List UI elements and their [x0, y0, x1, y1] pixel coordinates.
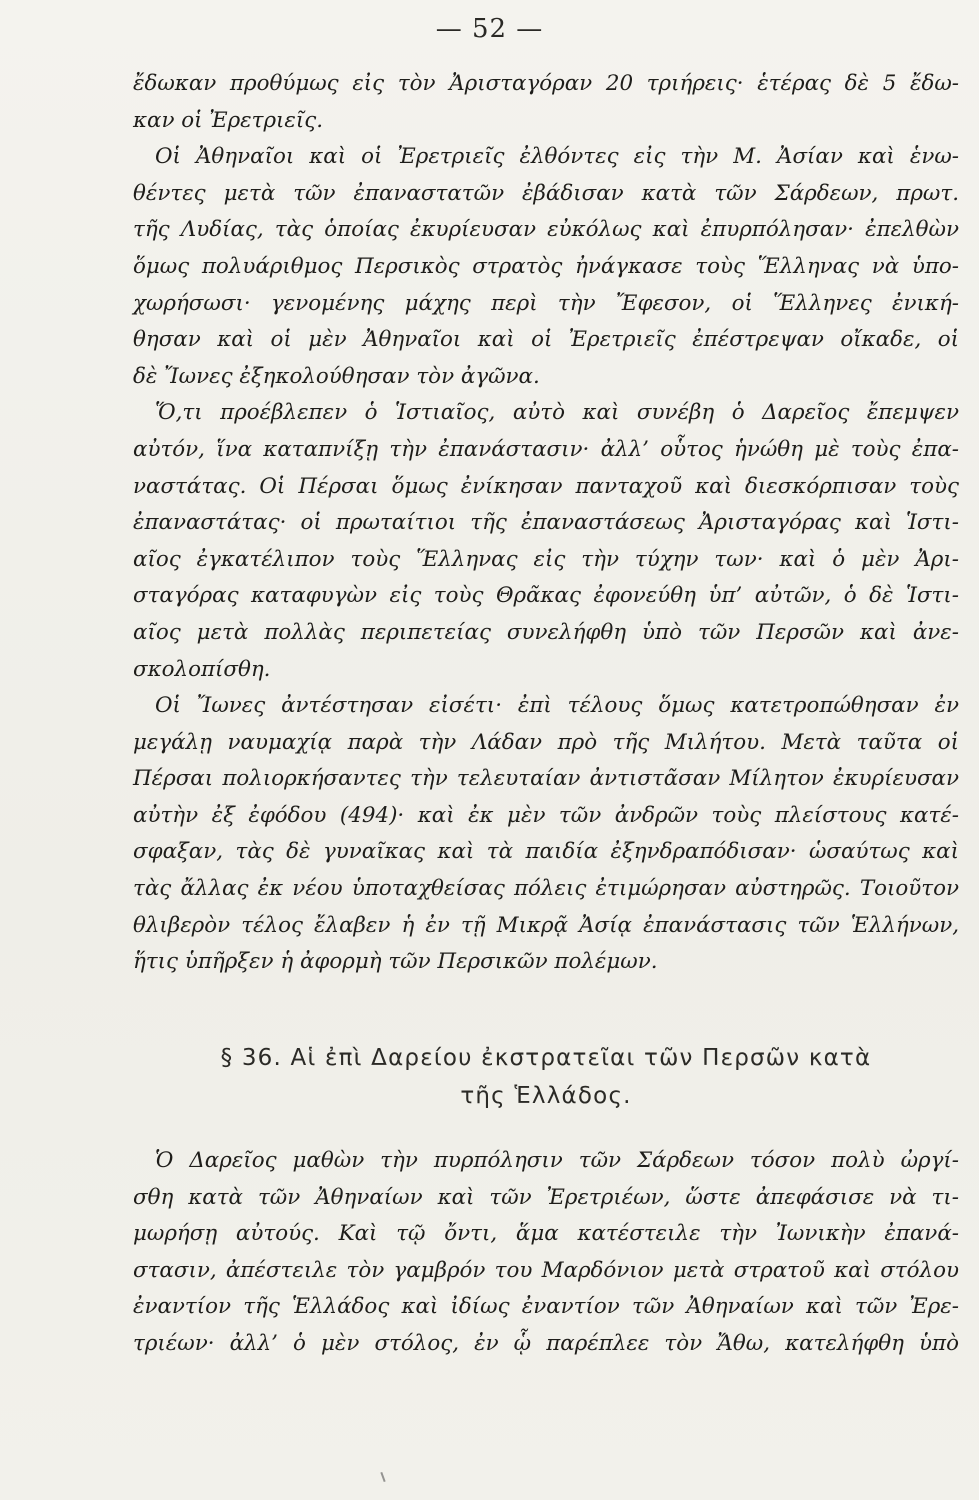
text-line: ἔδωκαν προθύμως εἰς τὸν Ἀρισταγόραν 20 τριήρεις· ἑτέρας δὲ 5 ἔδω-: [133, 71, 959, 96]
text-line: αὐτόν, ἵνα καταπνίξῃ τὴν ἐπανάστασιν· ἀλλ’ οὗτος ἡνώθη μὲ τοὺς ἐπα-: [133, 436, 959, 462]
text-line: δὲ Ἴωνες ἐξηκολούθησαν τὸν ἀγῶνα.: [133, 363, 540, 389]
text-line: ἐναντίον τῆς Ἑλλάδος καὶ ἰδίως ἐναντίον τῶν Ἀθηναίων καὶ τῶν Ἐρε-: [133, 1294, 959, 1320]
text-line: Πέρσαι πολιορκήσαντες τὴν τελευταίαν ἀντιστᾶσαν Μίλητον ἐκυρίευσαν: [133, 766, 959, 792]
page-number: — 52 —: [435, 14, 544, 44]
text-line: ναστάτας. Οἱ Πέρσαι ὅμως ἐνίκησαν πανταχοῦ καὶ διεσκόρπισαν τοὺς: [133, 473, 959, 499]
text-line: καν οἱ Ἐρετριεῖς.: [133, 107, 324, 133]
text-line: σκολοπίσθη.: [133, 656, 271, 682]
text-line: μεγάλῃ ναυμαχίᾳ παρὰ τὴν Λάδαν πρὸ τῆς Μιλήτου. Μετὰ ταῦτα οἱ: [133, 729, 959, 755]
text-line: θέντες μετὰ τῶν ἐπαναστατῶν ἐβάδισαν κατὰ τῶν Σάρδεων, πρωτ.: [133, 180, 959, 206]
text-line: σφαξαν, τὰς δὲ γυναῖκας καὶ τὰ παιδία ἐξηνδραπόδισαν· ὡσαύτως καὶ: [133, 839, 959, 865]
ink-speck: [380, 1472, 385, 1482]
section-heading-line-2: τῆς Ἑλλάδος.: [460, 1083, 632, 1109]
text-line: τριέων· ἀλλ’ ὁ μὲν στόλος, ἐν ᾧ παρέπλεε τὸν Ἄθω, κατελήφθη ὑπὸ: [133, 1330, 959, 1356]
text-line: Ὅ,τι προέβλεπεν ὁ Ἱστιαῖος, αὐτὸ καὶ συνέβη ὁ Δαρεῖος ἔπεμψεν: [155, 400, 959, 426]
text-line: τὰς ἄλλας ἐκ νέου ὑποταχθείσας πόλεις ἐτιμώρησαν αὐστηρῶς. Τοιοῦτον: [133, 876, 959, 902]
body-text-bottom: [133, 1143, 959, 1363]
text-line: Οἱ Ἴωνες ἀντέστησαν εἰσέτι· ἐπὶ τέλους ὅμως κατετροπώθησαν ἐν: [155, 693, 959, 719]
text-line: σταγόρας καταφυγὼν εἰς τοὺς Θρᾶκας ἐφονεύθη ὑπ’ αὐτῶν, ὁ δὲ Ἱστι-: [133, 583, 959, 609]
text-line: Οἱ Ἀθηναῖοι καὶ οἱ Ἐρετριεῖς ἐλθόντες εἰς τὴν Μ. Ἀσίαν καὶ ἑνω-: [155, 144, 959, 170]
text-line: χωρήσωσι· γενομένης μάχης περὶ τὴν Ἔφεσον, οἱ Ἕλληνες ἐνική-: [133, 290, 959, 316]
text-line: ἐπαναστάτας· οἱ πρωταίτιοι τῆς ἐπαναστάσεως Ἀρισταγόρας καὶ Ἱστι-: [133, 510, 959, 536]
text-line: θλιβερὸν τέλος ἔλαβεν ἡ ἐν τῇ Μικρᾷ Ἀσίᾳ ἐπανάστασις τῶν Ἑλλήνων,: [133, 912, 959, 938]
text-line: ὅμως πολυάριθμος Περσικὸς στρατὸς ἠνάγκασε τοὺς Ἕλληνας νὰ ὑπο-: [133, 253, 959, 279]
text-line: αῖος ἐγκατέλιπον τοὺς Ἕλληνας εἰς τὴν τύχην των· καὶ ὁ μὲν Ἀρι-: [133, 546, 959, 572]
text-line: αῖος μετὰ πολλὰς περιπετείας συνελήφθη ὑπὸ τῶν Περσῶν καὶ ἀνε-: [133, 619, 959, 645]
text-line: θησαν καὶ οἱ μὲν Ἀθηναῖοι καὶ οἱ Ἐρετριεῖς ἐπέστρεψαν οἴκαδε, οἱ: [133, 327, 959, 353]
text-line: σθη κατὰ τῶν Ἀθηναίων καὶ τῶν Ἐρετριέων, ὥστε ἀπεφάσισε νὰ τι-: [133, 1184, 959, 1210]
text-line: Ὁ Δαρεῖος μαθὼν τὴν πυρπόλησιν τῶν Σάρδεων τόσον πολὺ ὠργί-: [155, 1148, 959, 1173]
section-heading-line-1: § 36. Αἱ ἐπὶ Δαρείου ἐκστρατεῖαι τῶν Περσῶν κατὰ: [220, 1045, 872, 1071]
text-line: στασιν, ἀπέστειλε τὸν γαμβρόν του Μαρδόνιον μετὰ στρατοῦ καὶ στόλου: [133, 1257, 959, 1283]
text-line: μωρήσῃ αὐτούς. Καὶ τῷ ὄντι, ἅμα κατέστειλε τὴν Ἰωνικὴν ἐπανά-: [133, 1221, 959, 1247]
body-text-top: [133, 66, 959, 981]
text-line: αὐτὴν ἐξ ἐφόδου (494)· καὶ ἐκ μὲν τῶν ἀνδρῶν τοὺς πλείστους κατέ-: [133, 802, 959, 828]
text-line: τῆς Λυδίας, τὰς ὁποίας ἐκυρίευσαν εὐκόλως καὶ ἐπυρπόλησαν· ἐπελθὼν: [133, 217, 959, 243]
section-heading: [133, 1039, 959, 1115]
text-line: ἥτις ὑπῆρξεν ἡ ἀφορμὴ τῶν Περσικῶν πολέμων.: [133, 949, 658, 975]
